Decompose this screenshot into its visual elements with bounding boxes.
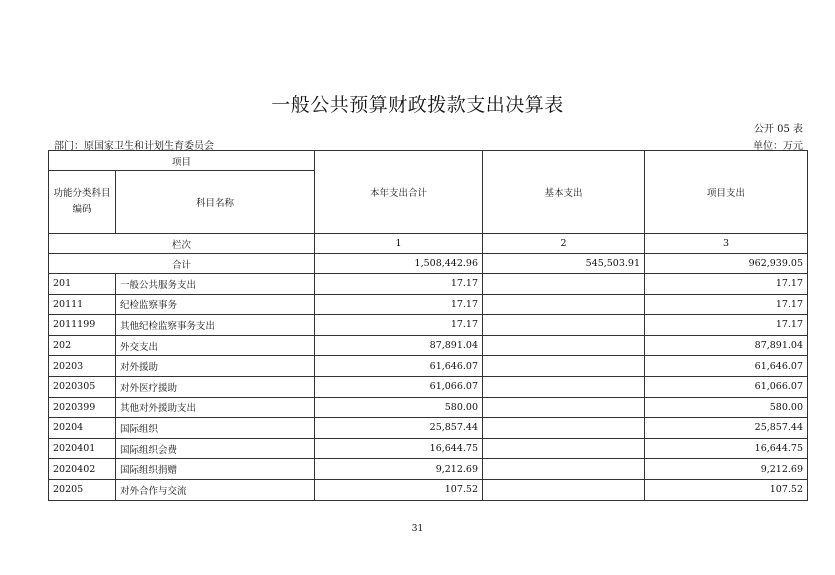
row-name: 国际组织会费 [116, 438, 315, 459]
row-project: 17.17 [645, 274, 808, 295]
row-basic [483, 418, 645, 439]
row-project: 25,857.44 [645, 418, 808, 439]
row-name: 国际组织 [116, 418, 315, 439]
row-total: 580.00 [315, 397, 483, 418]
header-code: 功能分类科目编码 [49, 171, 116, 234]
table-row [49, 376, 808, 397]
total-label: 合计 [49, 254, 315, 274]
row-project: 16,644.75 [645, 438, 808, 459]
row-basic [483, 356, 645, 377]
row-total: 17.17 [315, 294, 483, 315]
row-name: 对外合作与交流 [116, 479, 315, 500]
row-code: 2011199 [49, 315, 116, 336]
row-total: 17.17 [315, 315, 483, 336]
table-row [49, 294, 808, 315]
row-total: 9,212.69 [315, 459, 483, 480]
row-basic [483, 315, 645, 336]
row-code: 202 [49, 335, 116, 356]
row-total: 61,066.07 [315, 376, 483, 397]
table-row [49, 315, 808, 336]
col-index-1: 1 [315, 234, 483, 254]
header-item: 项目 [49, 151, 315, 171]
total-project: 962,939.05 [645, 254, 808, 274]
header-basic: 基本支出 [483, 151, 645, 234]
table-row [49, 335, 808, 356]
total-sum: 1,508,442.96 [315, 254, 483, 274]
row-total: 25,857.44 [315, 418, 483, 439]
page-title: 一般公共预算财政拨款支出决算表 [271, 94, 564, 116]
row-code: 2020401 [49, 438, 116, 459]
form-number: 公开 05 表 [753, 124, 803, 135]
header-total: 本年支出合计 [315, 151, 483, 234]
row-name: 其他纪检监察事务支出 [116, 315, 315, 336]
row-code: 20203 [49, 356, 116, 377]
table-row [49, 274, 808, 295]
row-basic [483, 376, 645, 397]
row-basic [483, 335, 645, 356]
row-name: 一般公共服务支出 [116, 274, 315, 295]
row-project: 87,891.04 [645, 335, 808, 356]
table-row [49, 397, 808, 418]
row-total: 61,646.07 [315, 356, 483, 377]
row-name: 对外医疗援助 [116, 376, 315, 397]
row-name: 外交支出 [116, 335, 315, 356]
row-name: 纪检监察事务 [116, 294, 315, 315]
row-project: 61,646.07 [645, 356, 808, 377]
row-name: 对外援助 [116, 356, 315, 377]
row-code: 20111 [49, 294, 116, 315]
department-label: 部门：原国家卫生和计划生育委员会 [54, 141, 214, 152]
header-name: 科目名称 [116, 171, 315, 234]
expenditure-table [48, 150, 808, 501]
row-code: 201 [49, 274, 116, 295]
row-total: 16,644.75 [315, 438, 483, 459]
row-project: 61,066.07 [645, 376, 808, 397]
table-row [49, 479, 808, 500]
row-project: 17.17 [645, 315, 808, 336]
row-basic [483, 438, 645, 459]
row-name: 国际组织捐赠 [116, 459, 315, 480]
row-basic [483, 459, 645, 480]
row-code: 20204 [49, 418, 116, 439]
page-number: 31 [411, 524, 424, 534]
row-name: 其他对外援助支出 [116, 397, 315, 418]
col-index-3: 3 [645, 234, 808, 254]
row-total: 87,891.04 [315, 335, 483, 356]
row-total: 17.17 [315, 274, 483, 295]
row-project: 580.00 [645, 397, 808, 418]
row-basic [483, 479, 645, 500]
row-basic [483, 274, 645, 295]
row-code: 20205 [49, 479, 116, 500]
row-basic [483, 294, 645, 315]
col-index-2: 2 [483, 234, 645, 254]
unit-label: 单位：万元 [753, 141, 803, 152]
table-row [49, 356, 808, 377]
row-project: 107.52 [645, 479, 808, 500]
col-index-label: 栏次 [49, 234, 315, 254]
row-code: 2020305 [49, 376, 116, 397]
row-code: 2020399 [49, 397, 116, 418]
row-code: 2020402 [49, 459, 116, 480]
table-row [49, 438, 808, 459]
row-project: 9,212.69 [645, 459, 808, 480]
table-row [49, 459, 808, 480]
row-total: 107.52 [315, 479, 483, 500]
row-project: 17.17 [645, 294, 808, 315]
row-basic [483, 397, 645, 418]
total-basic: 545,503.91 [483, 254, 645, 274]
table-row [49, 418, 808, 439]
header-project: 项目支出 [645, 151, 808, 234]
